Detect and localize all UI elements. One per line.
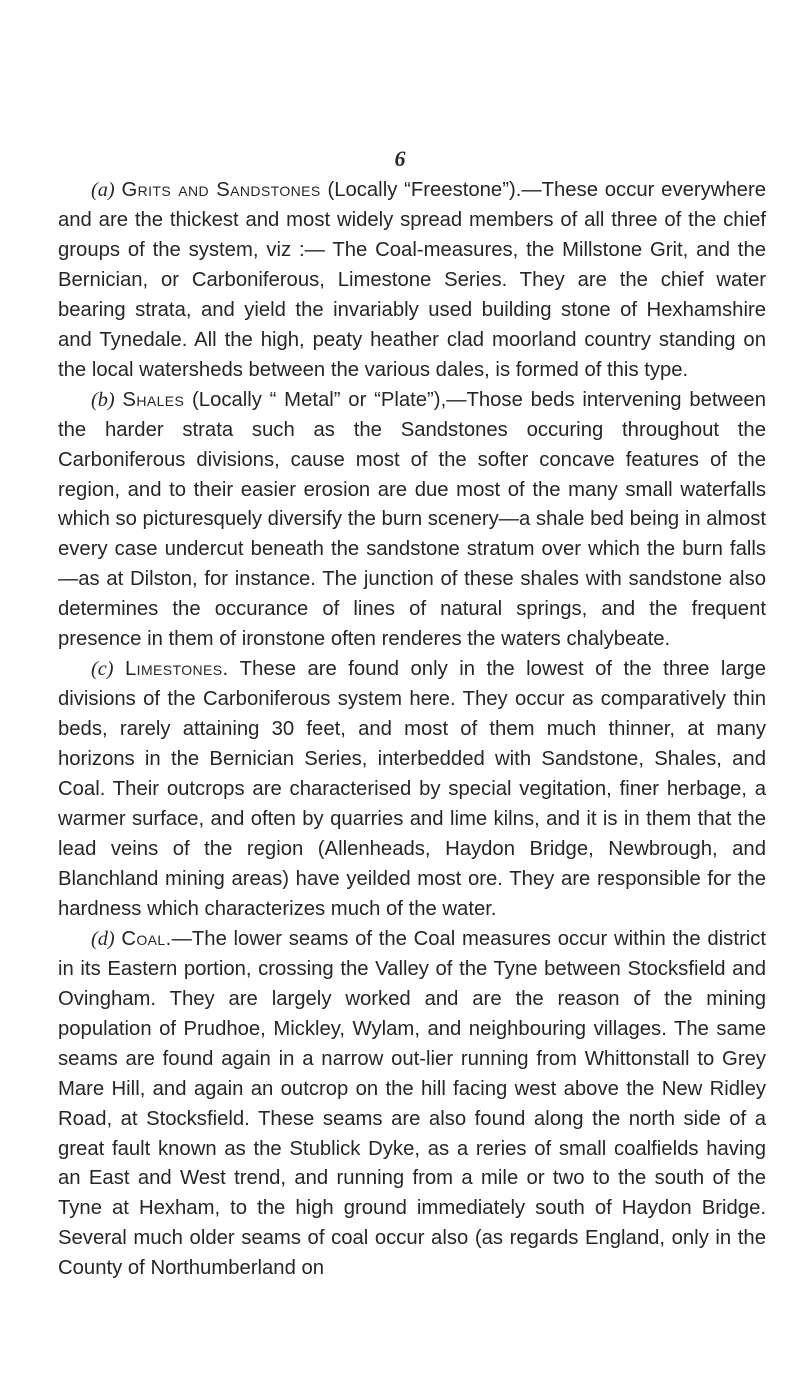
paragraph-limestones <box>58 655 766 925</box>
section-heading: Coal. <box>121 927 172 950</box>
paragraph-shales <box>58 386 766 656</box>
paragraph-marker: (b) <box>91 388 115 411</box>
paragraph-coal <box>58 925 766 1284</box>
paragraph-text: —The lower seams of the Coal measures occur within the district in its Eastern portion, crossing the Valley of the Tyne between Stocksfield and Ovingham. They are largely worked and are the reason of the mining population of Prudhoe, Mickley, Wylam, and neighbouring villages. The same seams are found again in a narrow out-lier running from Whittonstall to Grey Mare Hill, and again an outcrop on the hill facing west above the New Ridley Road, at Stocksfield. These seams are also found along the north side of a great fault known as the Stublick Dyke, as a reries of small coalfields having an East and West trend, and running from a mile or two to the south of the Tyne at Hexham, to the high ground immediately south of Haydon Bridge. Several much older seams of coal occur also (as regards England, only in the County of Northumberland on <box>58 927 766 1280</box>
paragraph-text: These are found only in the lowest of the three large divisions of the Carboniferous system here. They occur as comparatively thin beds, rarely attaining 30 feet, and most of them much thinner, at many horizons in the Bernician Series, interbedded with Sandstone, Shales, and Coal. Their outcrops are characterised by special vegitation, finer herbage, a warmer surface, and often by quarries and lime kilns, and it is in them that the lead veins of the region (Allenheads, Haydon Bridge, Newbrough, and Blanchland mining areas) have yeilded most ore. They are responsible for the hardness which characterizes much of the water. <box>58 658 766 920</box>
paragraph-marker: (a) <box>91 179 115 201</box>
text-body <box>58 176 766 1284</box>
paragraph-grits-and-sandstones <box>58 176 766 386</box>
section-heading: Limestones. <box>125 658 229 681</box>
paragraph-text: (Locally “Freestone”).—These occur everywhere and are the thickest and most widely spread members of all three of the chief groups of the system, viz :— The Coal-measures, the Millstone Grit, and the Bernician, or Carboniferous, Limestone Series. They are the chief water bearing strata, and yield the invariably used building stone of Hexhamshire and Tynedale. All the high, peaty heather clad moorland country standing on the local watersheds between the various dales, is formed of this type. <box>58 179 766 381</box>
paragraph-text: (Locally “ Metal” or “Plate”),—Those beds intervening between the harder strata such as the Sandstones occuring throughout the Carboniferous divisions, cause most of the softer concave features of the region, and to their easier erosion are due most of the many small waterfalls which so picturesquely diversify the burn scenery—a shale bed being in almost every case undercut beneath the sandstone stratum over which the burn falls—as at Dilston, for instance. The junction of these shales with sandstone also determines the occurance of lines of natural springs, and the frequent presence in them of ironstone often renderes the waters chalybeate. <box>58 388 766 651</box>
section-heading: Grits and Sandstones <box>121 179 321 201</box>
paragraph-marker: (d) <box>91 927 115 950</box>
paragraph-marker: (c) <box>91 658 114 681</box>
section-heading: Shales <box>122 388 185 411</box>
page-number: 6 <box>394 146 406 171</box>
